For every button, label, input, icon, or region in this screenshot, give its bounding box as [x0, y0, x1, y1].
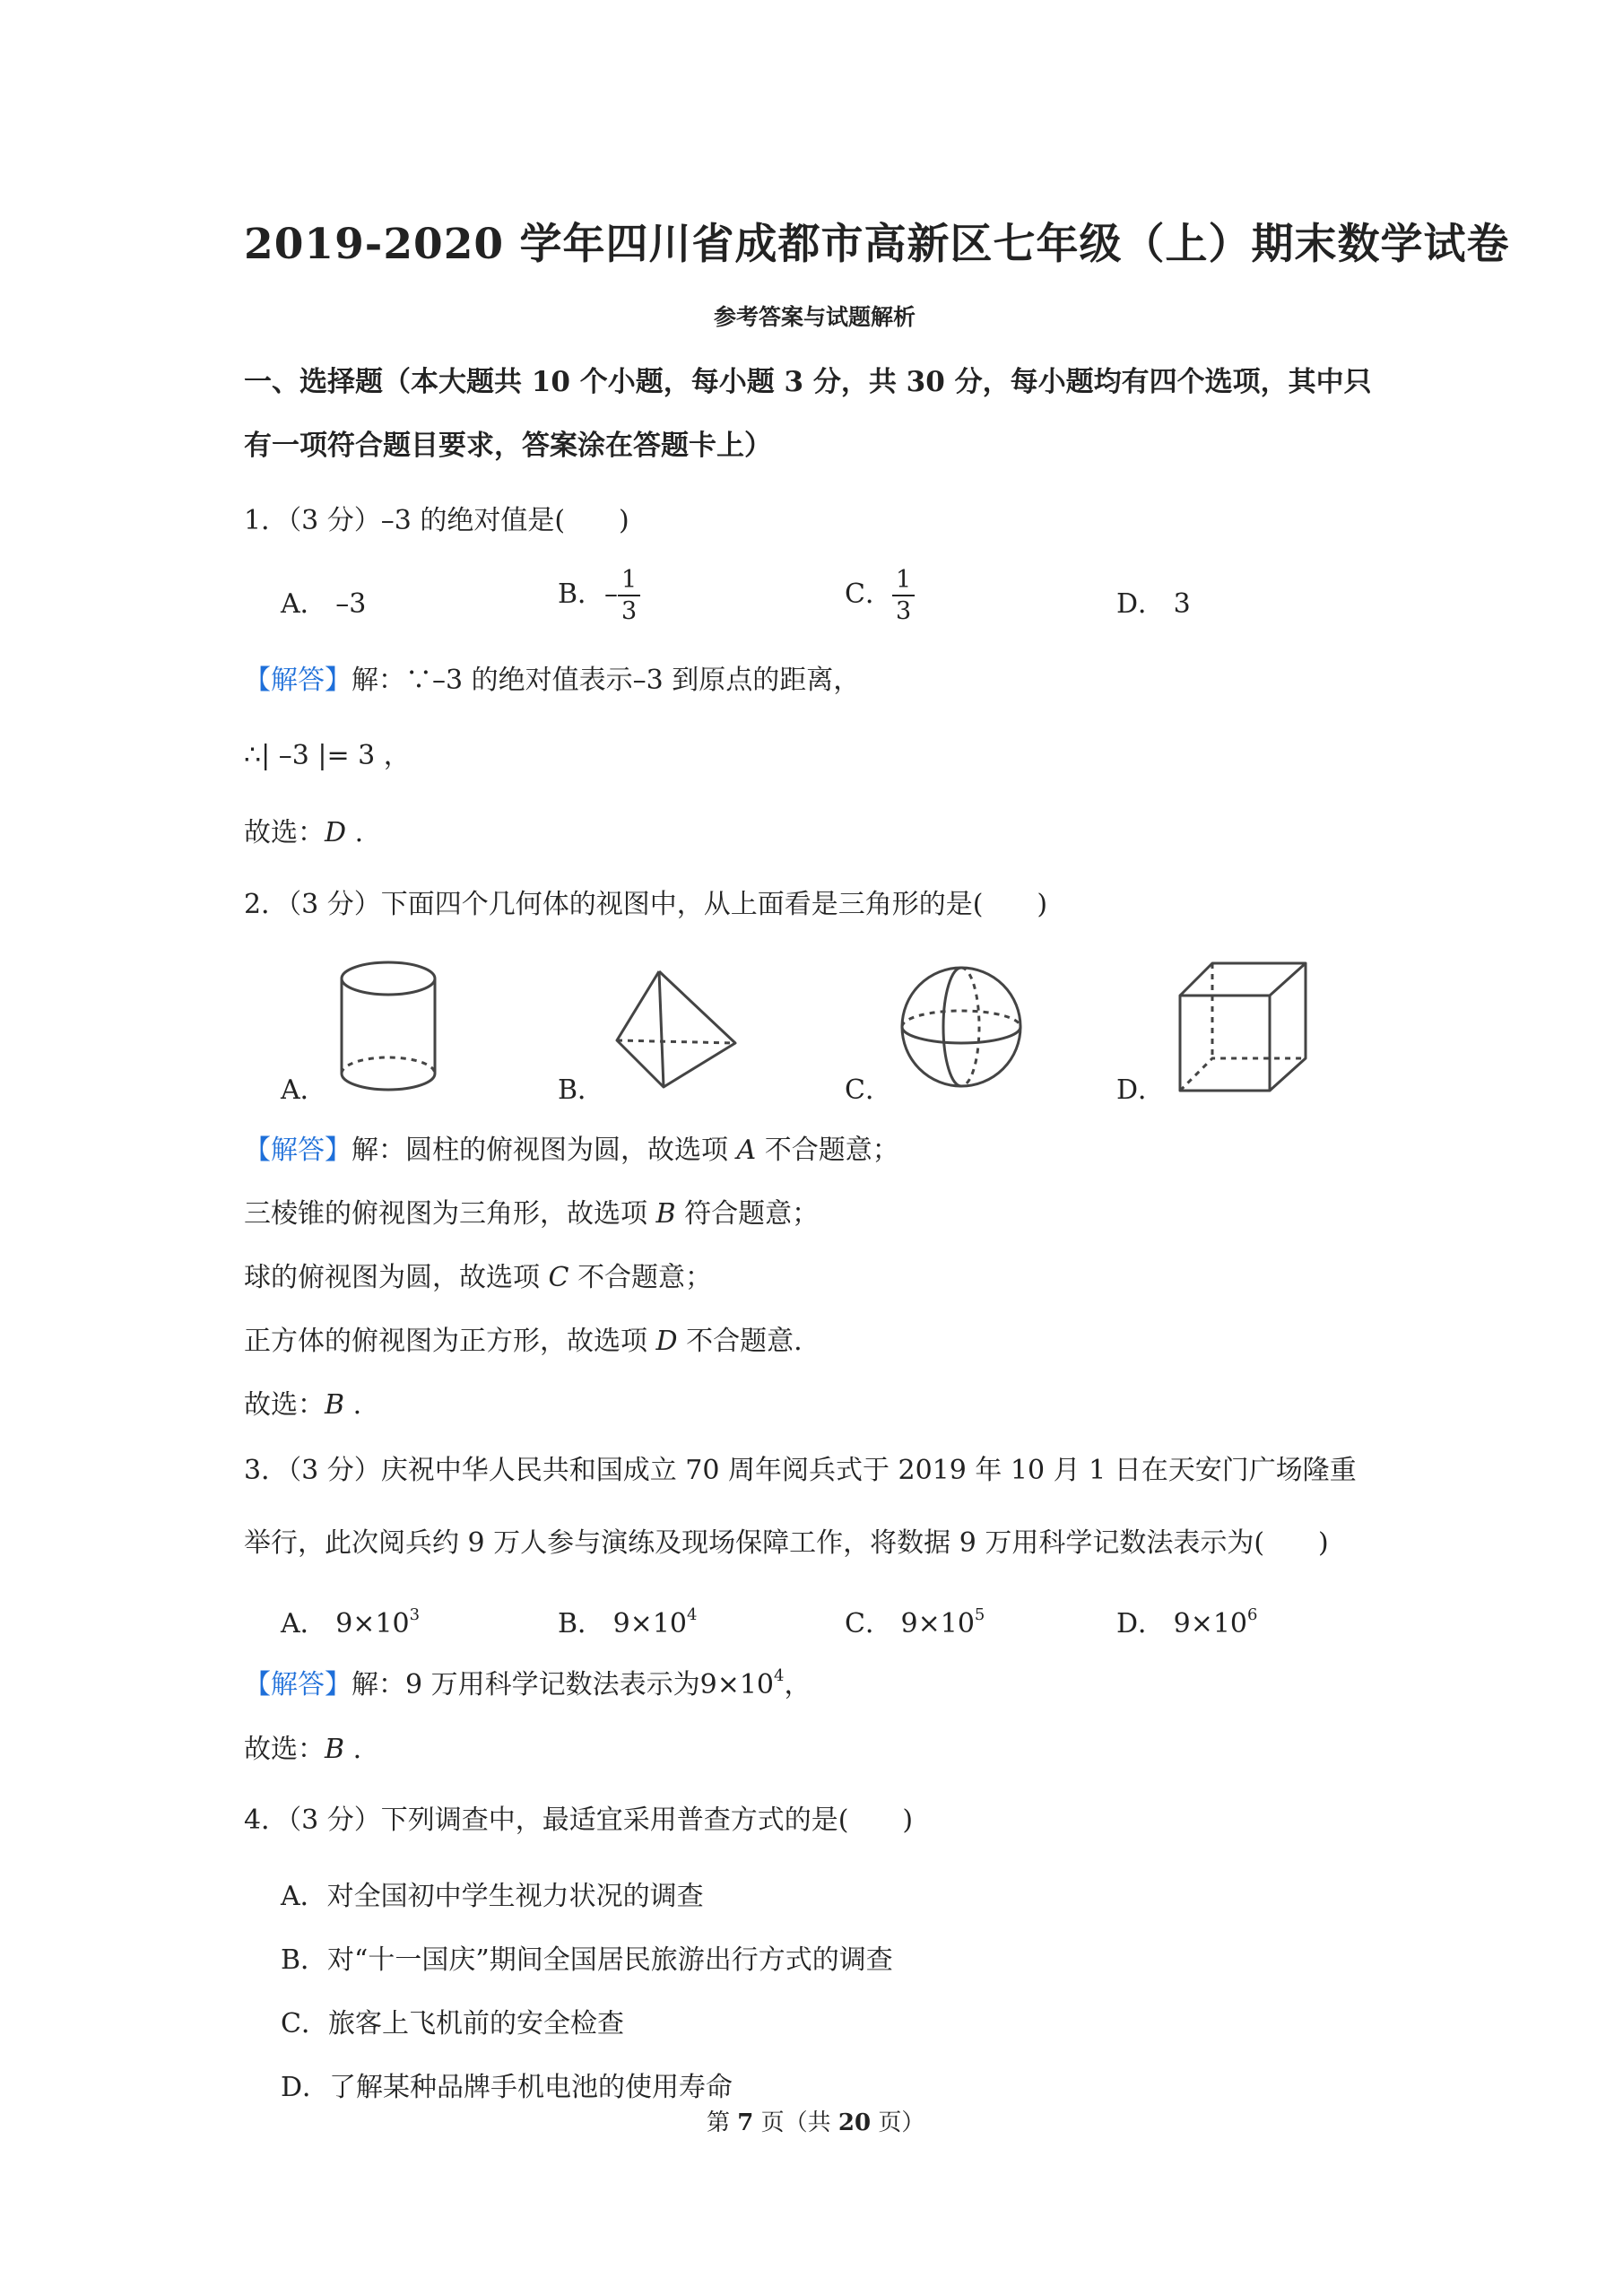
page-title: 2019-2020 学年四川省成都市高新区七年级（上）期末数学试卷 — [244, 220, 1510, 269]
q3-stem-line1: 3．（3 分）庆祝中华人民共和国成立 70 周年阅兵式于 2019 年 10 月 1 日在天安门广场隆重 — [244, 1455, 1357, 1486]
q1-option-b-sign: – — [604, 578, 619, 610]
q4-option-d: D．了解某种品牌手机电池的使用寿命 — [281, 2072, 733, 2103]
q2-sol1-var: A — [736, 1135, 757, 1166]
solution-tag: 【解答】 — [244, 1135, 352, 1166]
q2-stem: 2．（3 分）下面四个几何体的视图中，从上面看是三角形的是( ) — [244, 889, 1048, 920]
q3-option-d — [1116, 1601, 1257, 1640]
q3-option-d-base: 9×10 — [1173, 1608, 1248, 1639]
q3-option-b-exp: 4 — [687, 1605, 698, 1624]
q1-option-a — [281, 581, 366, 621]
q1-option-c-label: C． — [845, 578, 892, 610]
q1-solution-step2: ∴| –3 |= 3 ， — [244, 740, 411, 771]
pyramid-icon — [610, 964, 744, 1099]
q3-option-a-exp: 3 — [409, 1605, 421, 1624]
q2-solution-line2 — [244, 1191, 819, 1231]
cube-icon — [1175, 958, 1309, 1101]
q2-sol2-post: 符合题意； — [684, 1198, 820, 1230]
q1-option-d-value: 3 — [1173, 588, 1191, 620]
q1-option-b-fraction — [618, 565, 640, 626]
q2-sol2-pre: 三棱锥的俯视图为三角形，故选项 — [244, 1198, 647, 1230]
solution-tag: 【解答】 — [244, 1669, 352, 1700]
q3-answer — [244, 1726, 361, 1766]
q4-option-b: B．对“十一国庆”期间全国居民旅游出行方式的调查 — [281, 1944, 893, 1976]
q1-answer-prefix: 故选： — [244, 817, 325, 848]
cylinder-icon — [332, 955, 439, 1099]
q1-option-a-value: –3 — [335, 588, 367, 620]
q3-solution-post: ， — [784, 1669, 812, 1700]
q3-solution-base: 9×10 — [699, 1669, 775, 1700]
q4-stem: 4．（3 分）下列调查中，最适宜采用普查方式的是( ) — [244, 1805, 914, 1836]
q3-solution — [244, 1662, 811, 1701]
q3-option-d-exp: 6 — [1247, 1605, 1258, 1624]
footer-suffix: 页） — [871, 2109, 925, 2136]
q2-sol4-pre: 正方体的俯视图为正方形，故选项 — [244, 1326, 647, 1357]
q1-option-b-label: B． — [558, 578, 605, 610]
footer-page-number: 7 — [737, 2109, 754, 2136]
q3-option-a-base: 9×10 — [335, 1608, 410, 1639]
sphere-icon — [897, 964, 1027, 1094]
q2-sol3-var: C — [548, 1262, 569, 1293]
footer-total-pages: 20 — [838, 2109, 872, 2136]
solution-tag: 【解答】 — [244, 665, 352, 696]
q1-option-c-fraction — [892, 565, 915, 626]
q2-sol3-pre: 球的俯视图为圆，故选项 — [244, 1262, 540, 1293]
q2-solution-line4 — [244, 1318, 803, 1358]
q1-stem: 1．（3 分）–3 的绝对值是( ) — [244, 505, 629, 536]
footer-prefix: 第 — [707, 2109, 738, 2136]
q2-solution-text: 解：圆柱的俯视图为圆，故选项 — [352, 1135, 728, 1166]
q2-sol2-var: B — [655, 1198, 676, 1230]
q1-option-b-numerator: 1 — [618, 565, 640, 596]
footer-middle: 页（共 — [753, 2109, 838, 2136]
q3-option-b-label: B． — [558, 1608, 605, 1639]
q4-option-a: A．对全国初中学生视力状况的调查 — [281, 1881, 704, 1912]
q3-stem-line2: 举行，此次阅兵约 9 万人参与演练及现场保障工作，将数据 9 万用科学记数法表示为( ) — [244, 1527, 1329, 1559]
q2-figure-d-label: D． — [1116, 1074, 1166, 1106]
q1-option-d — [1116, 581, 1191, 621]
q2-sol4-var: D — [655, 1326, 678, 1357]
q2-answer-prefix: 故选： — [244, 1389, 325, 1421]
q2-figure-b-label: B． — [558, 1074, 605, 1106]
q3-solution-exp: 4 — [774, 1666, 785, 1685]
q1-solution-text: 解：∵–3 的绝对值表示–3 到原点的距离， — [352, 665, 861, 696]
q2-sol3-post: 不合题意； — [577, 1262, 713, 1293]
q1-option-c — [845, 565, 915, 626]
q3-answer-suffix: . — [344, 1734, 362, 1765]
page-footer — [707, 2104, 924, 2137]
q1-solution — [244, 657, 860, 697]
section-header-line1: 一、选择题（本大题共 10 个小题，每小题 3 分，共 30 分，每小题均有四个选项，其中只 — [244, 366, 1372, 398]
page-subtitle: 参考答案与试题解析 — [714, 304, 916, 330]
q2-sol4-post: 不合题意. — [686, 1326, 803, 1357]
q3-option-c-base: 9×10 — [900, 1608, 975, 1639]
q3-option-b — [558, 1601, 697, 1640]
q1-answer — [244, 810, 363, 849]
q1-option-b — [558, 565, 640, 626]
q2-solution-line1 — [244, 1127, 899, 1167]
q2-figure-c-label: C． — [845, 1074, 892, 1106]
q3-solution-text: 解：9 万用科学记数法表示为 — [352, 1669, 700, 1700]
q3-option-c-exp: 5 — [974, 1605, 985, 1624]
q1-answer-suffix: . — [346, 817, 364, 848]
q3-option-c-label: C． — [845, 1608, 892, 1639]
q1-option-c-denominator: 3 — [895, 597, 912, 625]
q1-answer-value: D — [325, 817, 347, 848]
q3-option-b-base: 9×10 — [612, 1608, 687, 1639]
q2-figure-a-label: A． — [281, 1074, 327, 1106]
q1-option-c-numerator: 1 — [892, 565, 915, 596]
q1-option-b-denominator: 3 — [621, 597, 638, 625]
q3-answer-prefix: 故选： — [244, 1734, 325, 1765]
q3-option-d-label: D． — [1116, 1608, 1166, 1639]
q3-option-a — [281, 1601, 420, 1640]
q3-option-c — [845, 1601, 985, 1640]
q3-answer-value: B — [325, 1734, 345, 1765]
q2-sol1-post: 不合题意； — [764, 1135, 899, 1166]
q1-option-d-label: D． — [1116, 588, 1166, 620]
q2-answer-suffix: . — [344, 1389, 362, 1421]
q2-answer-value: B — [325, 1389, 345, 1421]
section-header-line2: 有一项符合题目要求，答案涂在答题卡上） — [244, 430, 772, 462]
q2-solution-line3 — [244, 1255, 712, 1294]
q1-option-a-label: A． — [281, 588, 327, 620]
q3-option-a-label: A． — [281, 1608, 327, 1639]
q4-option-c: C．旅客上飞机前的安全检查 — [281, 2008, 624, 2039]
q2-answer — [244, 1382, 361, 1422]
